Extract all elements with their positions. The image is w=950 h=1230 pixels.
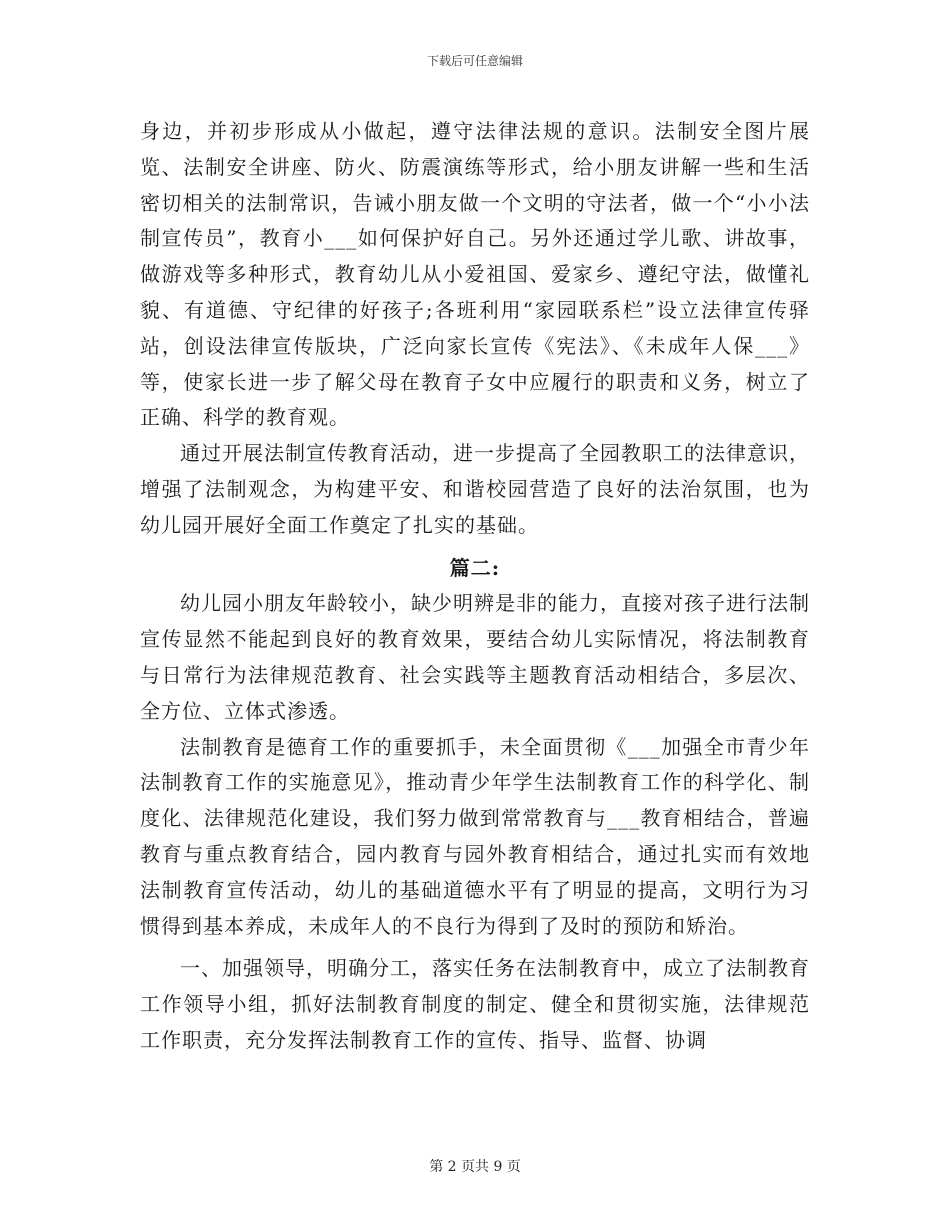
page-number: 第 2 页共 9 页	[429, 1159, 521, 1175]
paragraph-continued: 身边，并初步形成从小做起，遵守法律法规的意识。法制安全图片展览、法制安全讲座、防火、防震演练等形式，给小朋友讲解一些和生活密切相关的法制常识，告诫小朋友做一个文明的守法者，做一个“小小法制宣传员”，教育小___如何保护好自己。另外还通过学儿歌、讲故事，做游戏等多种形式，教育幼儿从小爱祖国、爱家乡、遵纪守法，做懂礼貌、有道德、守纪律的好孩子;各班利用“家园联系栏”设立法律宣传驿站，创设法律宣传版块，广泛向家长宣传《宪法》、《未成年人保___》等，使家长进一步了解父母在教育子女中应履行的职责和义务，树立了正确、科学的教育观。	[140, 119, 810, 430]
paragraph-policy: 法制教育是德育工作的重要抓手，未全面贯彻《___加强全市青少年法制教育工作的实施意见》，推动青少年学生法制教育工作的科学化、制度化、法律规范化建设，我们努力做到常常教育与___教育相结合，普遍教育与重点教育结合，园内教育与园外教育相结合，通过扎实而有效地法制教育宣传活动，幼儿的基础道德水平有了明显的提高，文明行为习惯得到基本养成，未成年人的不良行为得到了及时的预防和矫治。	[140, 734, 810, 938]
document-body	[140, 114, 810, 1059]
paragraph-leadership: 一、加强领导，明确分工，落实任务在法制教育中，成立了法制教育工作领导小组，抓好法制教育制度的制定、健全和贯彻实施，法律规范工作职责，充分发挥法制教育工作的宣传、指导、监督、协调	[140, 956, 810, 1052]
spacer	[140, 944, 810, 951]
paragraph-summary: 通过开展法制宣传教育活动，进一步提高了全园教职工的法律意识，增强了法制观念，为构建平安、和谐校园营造了良好的法治氛围，也为幼儿园开展好全面工作奠定了扎实的基础。	[140, 441, 810, 537]
paragraph-intro: 幼儿园小朋友年龄较小，缺少明辨是非的能力，直接对孩子进行法制宣传显然不能起到良好的教育效果，要结合幼儿实际情况，将法制教育与日常行为法律规范教育、社会实践等主题教育活动相结合，多层次、全方位、立体式渗透。	[140, 591, 810, 723]
spacer	[140, 544, 810, 551]
page-header: 下载后可任意编辑	[426, 54, 523, 68]
section-heading: 篇二:	[449, 555, 501, 580]
